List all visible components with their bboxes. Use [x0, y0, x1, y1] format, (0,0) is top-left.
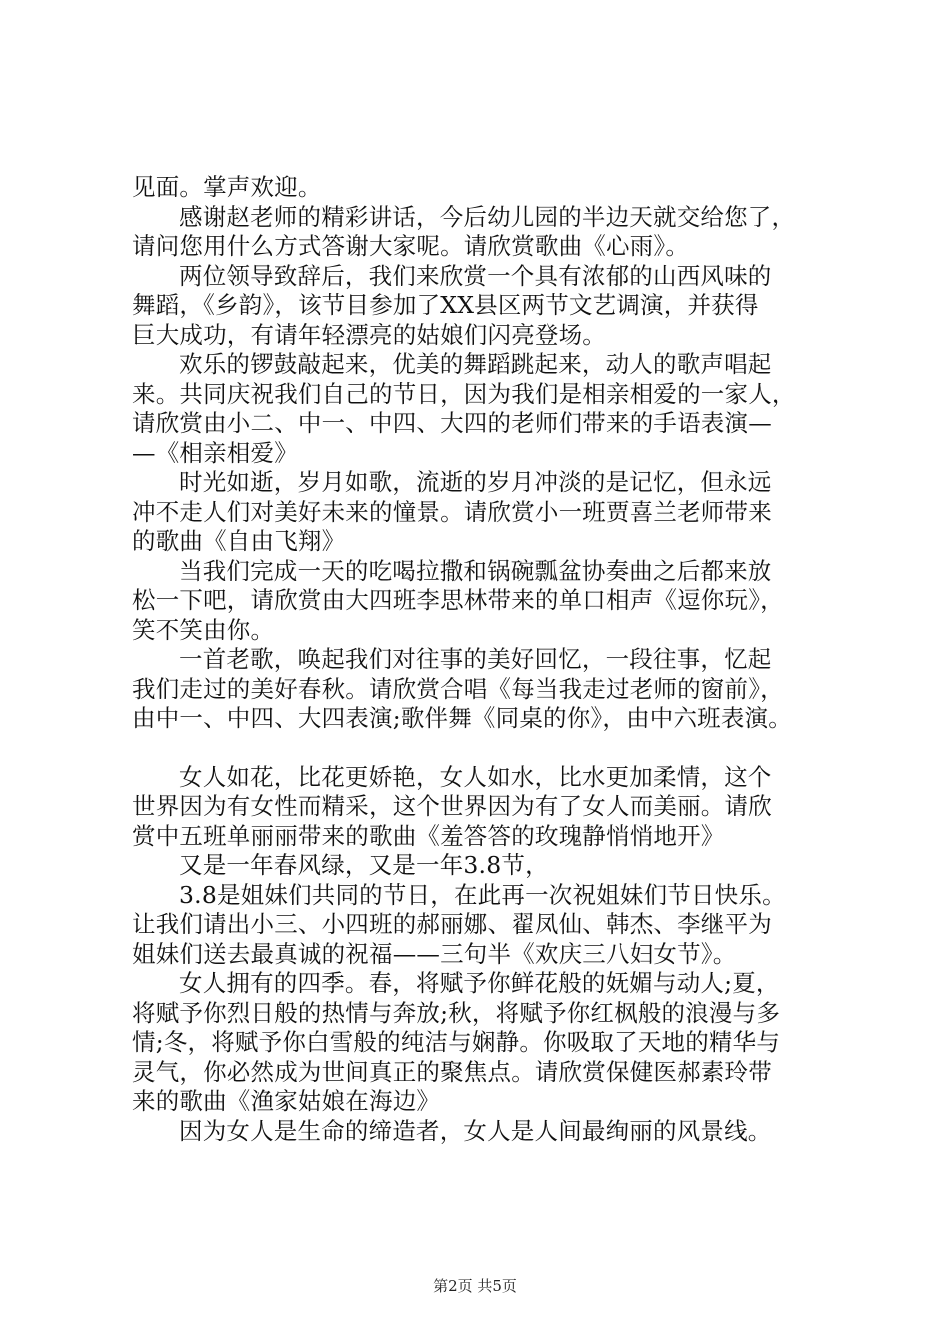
text-line: 当我们完成一天的吃喝拉撒和锅碗瓢盆协奏曲之后都来放	[179, 556, 772, 585]
text-line: 因为女人是生命的缔造者，女人是人间最绚丽的风景线。	[179, 1116, 772, 1145]
text-line: 松一下吧，请欣赏由大四班李思林带来的单口相声《逗你玩》，	[132, 586, 784, 614]
text-line: 见面。掌声欢迎。	[132, 173, 322, 201]
text-line: 舞蹈，《乡韵》，该节目参加了XX县区两节文艺调演，并获得	[132, 291, 759, 319]
page-footer	[0, 1276, 950, 1296]
text-line: 欢乐的锣鼓敲起来，优美的舞蹈跳起来，动人的歌声唱起	[179, 350, 772, 378]
text-line: 女人如花，比花更娇艳，女人如水，比水更加柔情，这个	[179, 762, 772, 791]
text-line: 3.8是姐妹们共同的节日，在此再一次祝姐妹们节日快乐。	[179, 880, 786, 909]
text-line: 感谢赵老师的精彩讲话，今后幼儿园的半边天就交给您了，	[179, 202, 796, 231]
paragraph-gap	[132, 734, 832, 763]
text-line: 情;冬，将赋予你白雪般的纯洁与娴静。你吸取了天地的精华与	[132, 1028, 781, 1056]
text-line: 又是一年春风绿，又是一年3.8节，	[179, 851, 549, 879]
text-line: 请欣赏由小二、中一、中四、大四的老师们带来的手语表演—	[132, 409, 772, 437]
text-line: 冲不走人们对美好未来的憧景。请欣赏小一班贾喜兰老师带来	[132, 497, 772, 526]
text-line: 来。共同庆祝我们自己的节日，因为我们是相亲相爱的一家人，	[132, 379, 796, 408]
text-line: 女人拥有的四季。春，将赋予你鲜花般的妩媚与动人;夏，	[179, 969, 780, 997]
text-line: 请问您用什么方式答谢大家呢。请欣赏歌曲《心雨》。	[132, 232, 690, 260]
document-body	[132, 173, 832, 1146]
text-line: 让我们请出小三、小四班的郝丽娜、翟凤仙、韩杰、李继平为	[132, 910, 772, 938]
text-line: 的歌曲《自由飞翔》	[132, 527, 346, 555]
text-line: —《相亲相爱》	[132, 438, 298, 467]
text-line: 灵气，你必然成为世间真正的聚焦点。请欣赏保健医郝素玲带	[132, 1057, 772, 1086]
text-line: 巨大成功，有请年轻漂亮的姑娘们闪亮登场。	[132, 320, 606, 349]
text-line: 笑不笑由你。	[132, 615, 275, 644]
text-line: 赏中五班单丽丽带来的歌曲《羞答答的玫瑰静悄悄地开》	[132, 821, 725, 850]
text-line: 姐妹们送去最真诚的祝福——三句半《欢庆三八妇女节》。	[132, 939, 737, 968]
text-line: 将赋予你烈日般的热情与奔放;秋，将赋予你红枫般的浪漫与多	[132, 998, 781, 1027]
text-line: 世界因为有女性而精采，这个世界因为有了女人而美丽。请欣	[132, 792, 772, 820]
page-number-label: 第2页 共5页	[433, 1277, 517, 1295]
text-line: 来的歌曲《渔家姑娘在海边》	[132, 1087, 441, 1115]
text-line: 由中一、中四、大四表演;歌伴舞《同桌的你》，由中六班表演。	[132, 704, 792, 732]
text-line: 我们走过的美好春秋。请欣赏合唱《每当我走过老师的窗前》，	[132, 674, 784, 703]
text-line: 两位领导致辞后，我们来欣赏一个具有浓郁的山西风味的	[179, 261, 772, 290]
text-line: 一首老歌，唤起我们对往事的美好回忆，一段往事，忆起	[179, 645, 772, 673]
text-line: 时光如逝，岁月如歌，流逝的岁月冲淡的是记忆，但永远	[179, 468, 772, 496]
